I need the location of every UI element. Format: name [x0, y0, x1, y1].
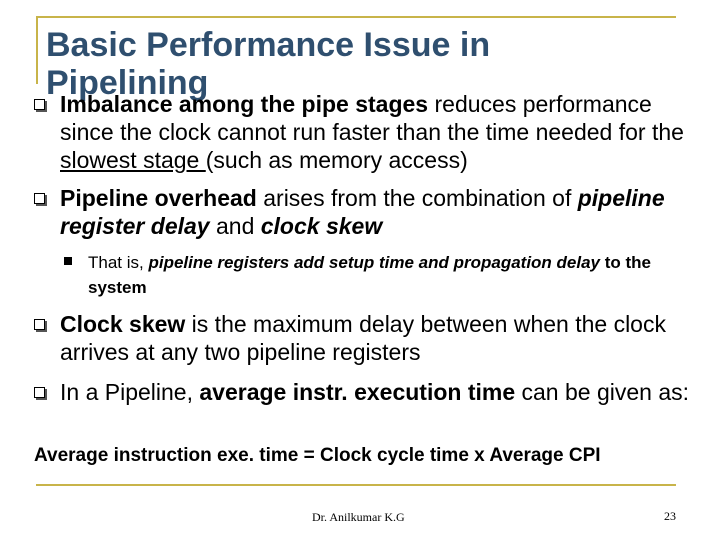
bullet-term: pipeline register delay [60, 185, 665, 239]
bullet-marker-icon [34, 193, 45, 204]
slide-title: Basic Performance Issue in Pipelining [46, 26, 491, 102]
bullet-average-time [60, 378, 710, 406]
bullet-underlined: slowest stage [60, 147, 206, 173]
bullet-text: is the maximum delay between when the clock arrives at any two pipeline registers [60, 311, 666, 365]
top-rule [36, 16, 676, 18]
formula: Average instruction exe. time = Clock cycle time x Average CPI [34, 445, 601, 466]
bullet-lead: Clock skew [60, 311, 186, 337]
bullet-marker-icon [34, 99, 45, 110]
footer-author: Dr. Anilkumar K.G [312, 510, 405, 524]
sub-bullet-registers [88, 250, 698, 300]
page-number: 23 [664, 509, 676, 523]
bullet-marker-icon [34, 387, 45, 398]
sub-bullet-text: That is, [88, 253, 149, 272]
bullet-lead: Imbalance among the pipe stages [60, 91, 429, 117]
sub-bullet-emph: pipeline registers add setup time and propagation delay [148, 253, 601, 272]
bullet-text: reduces performance since the clock cannot run faster than the time needed for the [60, 91, 684, 145]
bullet-imbalance [60, 90, 710, 174]
bullet-pipeline-overhead [60, 184, 710, 240]
bullet-text: can be given as: [515, 379, 690, 405]
bullet-lead: Pipeline overhead [60, 185, 257, 211]
left-rule [36, 16, 38, 84]
bullet-marker-icon [34, 319, 45, 330]
bullet-term: clock skew [260, 213, 383, 239]
bullet-text: and [209, 213, 261, 239]
square-bullet-icon [64, 257, 72, 265]
bullet-emph: average instr. execution time [199, 379, 516, 405]
sub-bullet-text: to the system [88, 253, 652, 297]
bullet-text: In a Pipeline, [60, 379, 200, 405]
bullet-text: arises from the combination of [256, 185, 578, 211]
bottom-rule [36, 484, 676, 486]
bullet-clock-skew [60, 310, 710, 366]
bullet-text: (such as memory access) [205, 147, 468, 173]
